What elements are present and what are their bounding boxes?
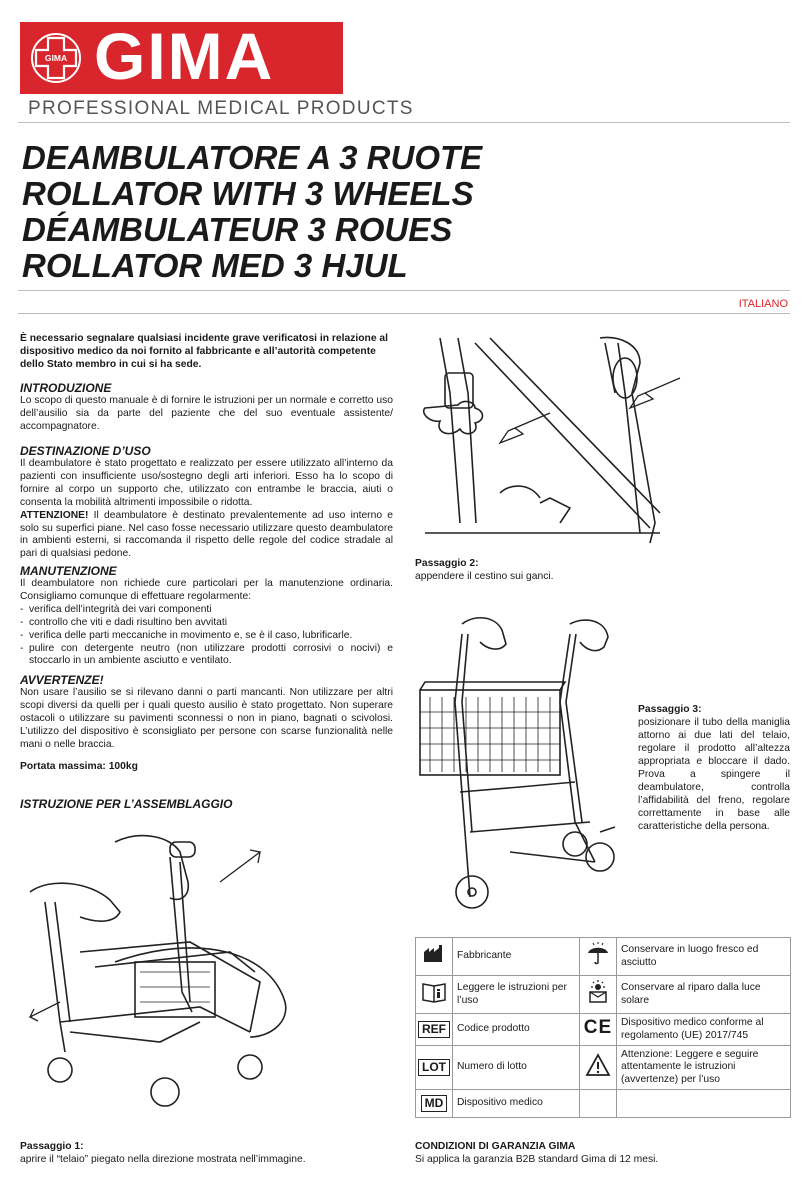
brand-tagline: PROFESSIONAL MEDICAL PRODUCTS (28, 98, 414, 119)
list-item: - verifica dell’integrità dei vari componenti (20, 604, 393, 617)
heading-maintenance: MANUTENZIONE (20, 564, 117, 578)
symbol-label: Attenzione: Leggere e seguire attentamente le istruzioni (avvertenze) per l’uso (617, 1046, 791, 1090)
warranty-block (415, 1140, 658, 1166)
emblem-text: GIMA (44, 53, 68, 63)
step3-caption (638, 703, 790, 833)
gima-emblem-icon (30, 32, 82, 84)
symbols-table (415, 937, 791, 1118)
intended-use-text: Il deambulatore è stato progettato e realizzato per essere utilizzato all’interno da pazienti con insufficiente uso/sostegno degli arti inferiori. Esso ha lo scopo di fornire al corpo un supporto che, utilizzato con entrambe le braccia, aiuti o consenta la mobilità altrimenti impossibile o ridotta. (20, 458, 393, 508)
step3-label: Passaggio 3: (638, 704, 702, 715)
table-row (416, 976, 791, 1014)
table-row (416, 1090, 791, 1118)
symbol-label: Dispositivo medico (453, 1090, 580, 1118)
list-item: - controllo che viti e dadi risultino ben avvitati (20, 617, 393, 630)
list-item: - pulire con detergente neutro (non utilizzare prodotti corrosivi o nocivi) e stoccarlo in un ambiente asciutto e ventilato. (20, 643, 393, 669)
lot-icon (416, 1046, 453, 1090)
table-row (416, 1014, 791, 1046)
ref-icon (416, 1014, 453, 1046)
step1-label: Passaggio 1: (20, 1141, 84, 1152)
lot-code: LOT (418, 1059, 450, 1076)
section-warnings (20, 673, 393, 752)
symbol-label: Codice prodotto (453, 1014, 580, 1046)
max-load: Portata massima: 100kg (20, 761, 138, 772)
language-divider (18, 313, 790, 314)
title-da: ROLLATOR MED 3 HJUL (22, 247, 408, 284)
section-maintenance (20, 564, 393, 668)
incident-warning: È necessario segnalare qualsiasi incidente grave verificatosi in relazione al dispositivo medico da noi fornito al fabbricante e all’autorità competente dello Stato membro in cui si ha sede. (20, 333, 388, 370)
title-en: ROLLATOR WITH 3 WHEELS (22, 175, 474, 212)
warnings-text: Non usare l’ausilio se si rilevano danni o parti mancanti. Non utilizzare per altri scopi diversi da quelli per i quali questo ausilio è stato progettato. Non superare ostacoli o utilizzare su pavimenti sconnessi o non in piano, bagnati o scivolosi. L’utilizzo del dispositivo è sconsigliato per persone con scarse funzionalità nelle mani o nelle braccia. (20, 687, 393, 750)
symbol-label: Fabbricante (453, 938, 580, 976)
ce-icon (580, 1014, 617, 1046)
section-intended-use (20, 444, 393, 561)
brand-name: GIMA (94, 19, 275, 93)
attention-label: ATTENZIONE! (20, 509, 89, 521)
attention-paragraph (20, 510, 393, 562)
attention-text: Il deambulatore è destinato prevalentemente ad uso interno e solo su superfici piane. Nel caso fosse necessario utilizzare questo deambulatore in ambienti esterni, si raccomanda il rispetto delle regole del codice stradale al pari di qualsiasi pedone. (20, 509, 393, 560)
product-titles (22, 140, 482, 284)
step2-caption (415, 557, 554, 583)
umbrella-icon (580, 938, 617, 976)
md-icon (416, 1090, 453, 1118)
maintenance-list (20, 604, 393, 669)
step1-text: aprire il “telaio” piegato nella direzione mostrata nell’immagine. (20, 1154, 306, 1165)
step3-illustration (410, 612, 638, 920)
symbol-label: Conservare in luogo fresco ed asciutto (617, 938, 791, 976)
ref-code: REF (418, 1021, 450, 1038)
intro-text: Lo scopo di questo manuale è di fornire le istruzioni per un normale e corretto uso dell’ausilio sia da parte del paziente che del suo eventuale assistente/ accompagnatore. (20, 395, 393, 432)
title-it: DEAMBULATORE A 3 RUOTE (22, 139, 483, 176)
title-fr: DÉAMBULATEUR 3 ROUES (22, 211, 453, 248)
warning-icon (580, 1046, 617, 1090)
instructions-icon (416, 976, 453, 1014)
table-row (416, 1046, 791, 1090)
header-divider (18, 122, 790, 123)
list-item: - verifica delle parti meccaniche in movimento e, se è il caso, lubrificarle. (20, 630, 393, 643)
symbol-label: Numero di lotto (453, 1046, 580, 1090)
step2-text: appendere il cestino sui ganci. (415, 571, 554, 582)
symbol-label: Dispositivo medico conforme al regolamento (UE) 2017/745 (617, 1014, 791, 1046)
sun-icon (580, 976, 617, 1014)
warranty-heading: CONDIZIONI DI GARANZIA GIMA (415, 1141, 576, 1152)
table-row (416, 938, 791, 976)
step2-illustration (420, 333, 710, 555)
step2-label: Passaggio 2: (415, 558, 479, 569)
step3-text: posizionare il tubo della maniglia attorno ai due lati del telaio, regolare il prodotto all’altezza appropriata e bloccare il dado. Prova a spingere il deambulatore, controlla l’affidabilità del freno, regolare correttamente in base alle caratteristiche della persona. (638, 717, 790, 832)
heading-introduction: INTRODUZIONE (20, 381, 112, 395)
heading-assembly: ISTRUZIONE PER L’ASSEMBLAGGIO (20, 797, 233, 811)
manufacturer-icon (416, 938, 453, 976)
step1-illustration (20, 822, 320, 1127)
section-introduction (20, 381, 393, 434)
language-label: ITALIANO (738, 298, 788, 310)
ce-code: CE (583, 1016, 613, 1038)
warranty-text: Si applica la garanzia B2B standard Gima di 12 mesi. (415, 1154, 659, 1165)
symbol-label: Conservare al riparo dalla luce solare (617, 976, 791, 1014)
heading-intended-use: DESTINAZIONE D’USO (20, 444, 151, 458)
maintenance-text: Il deambulatore non richiede cure particolari per la manutenzione ordinaria. Consigliamo comunque di effettuare regolarmente: (20, 578, 393, 602)
heading-warnings: AVVERTENZE! (20, 673, 104, 687)
title-divider (18, 290, 790, 291)
md-code: MD (421, 1095, 448, 1112)
step1-caption (20, 1140, 306, 1166)
symbol-label: Leggere le istruzioni per l’uso (453, 976, 580, 1014)
